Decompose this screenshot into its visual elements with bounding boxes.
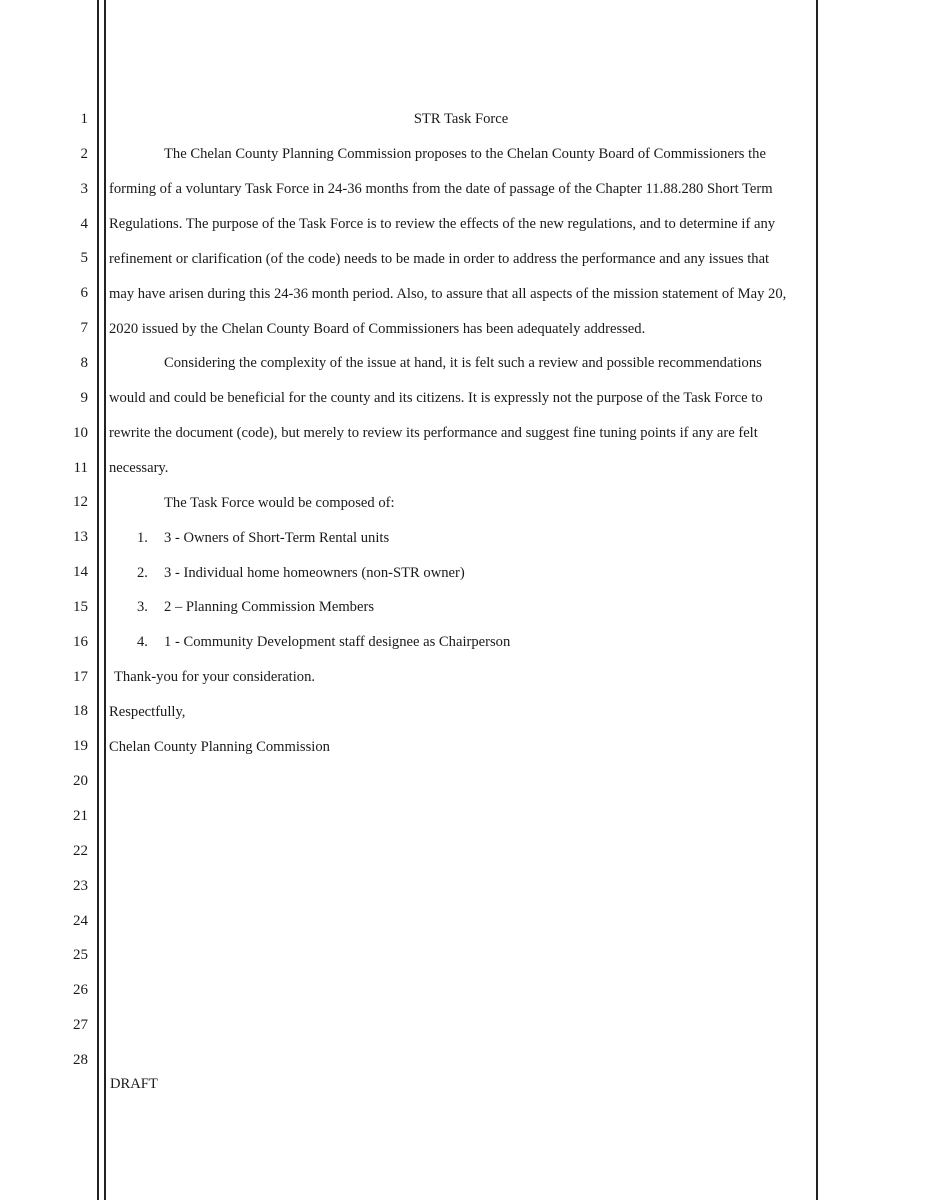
signature: Chelan County Planning Commission: [109, 739, 330, 755]
line-number: 3: [80, 180, 88, 197]
line-number: 13: [73, 529, 88, 546]
list-item-number: 2.: [137, 565, 148, 581]
line-number: 16: [73, 633, 88, 650]
line-number: 22: [73, 842, 88, 859]
line-number: 26: [73, 982, 88, 999]
line-number: 2: [80, 145, 88, 162]
paragraph-1-line-4: refinement or clarification (of the code) needs to be made in order to address the performance and any issues that: [109, 251, 770, 267]
paragraph-1-line-5: may have arisen during this 24-36 month period. Also, to assure that all aspects of the mission statement of May 20,: [109, 286, 787, 302]
left-margin-rule-outer: [97, 0, 99, 1200]
line-number: 4: [80, 215, 88, 232]
list-item-text: 2 – Planning Commission Members: [164, 599, 374, 615]
line-number: 11: [73, 459, 88, 476]
line-number: 5: [80, 250, 88, 267]
right-margin-rule: [816, 0, 818, 1200]
paragraph-1-line-6: 2020 issued by the Chelan County Board of Commissioners has been adequately addressed.: [109, 321, 646, 337]
paragraph-1-line-1: The Chelan County Planning Commission proposes to the Chelan County Board of Commissioners the: [164, 146, 766, 162]
line-number: 14: [73, 564, 88, 581]
line-number: 10: [73, 424, 88, 441]
composition-intro: The Task Force would be composed of:: [164, 495, 395, 511]
line-number: 19: [73, 738, 88, 755]
list-item-number: 3.: [137, 599, 148, 615]
paragraph-1-line-3: Regulations. The purpose of the Task Force is to review the effects of the new regulations, and to determine if any: [109, 216, 776, 232]
list-item-text: 1 - Community Development staff designee as Chairperson: [164, 634, 511, 650]
list-item-text: 3 - Individual home homeowners (non-STR owner): [164, 565, 465, 581]
line-number: 8: [80, 354, 88, 371]
closing-line: Thank-you for your consideration.: [114, 669, 316, 685]
line-number: 9: [80, 389, 88, 406]
line-number: 20: [73, 773, 88, 790]
draft-label: DRAFT: [110, 1076, 158, 1092]
line-number: 24: [73, 912, 88, 929]
paragraph-2-line-3: rewrite the document (code), but merely to review its performance and suggest fine tuning points if any are felt: [109, 425, 758, 441]
line-number: 21: [73, 808, 88, 824]
paragraph-2-line-1: Considering the complexity of the issue at hand, it is felt such a review and possible recommendations: [164, 355, 762, 371]
salutation: Respectfully,: [109, 704, 186, 720]
line-number: 18: [73, 703, 88, 720]
list-item-number: 4.: [137, 634, 148, 650]
left-margin-rule-inner: [104, 0, 106, 1200]
line-number: 12: [73, 494, 88, 511]
line-number: 27: [73, 1017, 88, 1034]
line-number: 28: [73, 1051, 88, 1068]
line-number: 25: [73, 947, 88, 964]
paragraph-2-line-4: necessary.: [109, 460, 169, 476]
line-number: 1: [80, 111, 88, 127]
paragraph-1-line-2: forming of a voluntary Task Force in 24-36 months from the date of passage of the Chapter 11.88.280 Short Term: [109, 181, 773, 197]
line-number: 6: [80, 285, 88, 302]
paragraph-2-line-2: would and could be beneficial for the county and its citizens. It is expressly not the purpose of the Task Force to: [109, 390, 763, 406]
list-item-number: 1.: [137, 530, 148, 546]
document-title: STR Task Force: [413, 111, 509, 127]
line-number: 7: [80, 320, 88, 337]
line-number: 17: [73, 668, 88, 685]
line-number: 15: [73, 598, 88, 615]
line-number: 23: [73, 877, 88, 894]
list-item-text: 3 - Owners of Short-Term Rental units: [164, 530, 390, 546]
